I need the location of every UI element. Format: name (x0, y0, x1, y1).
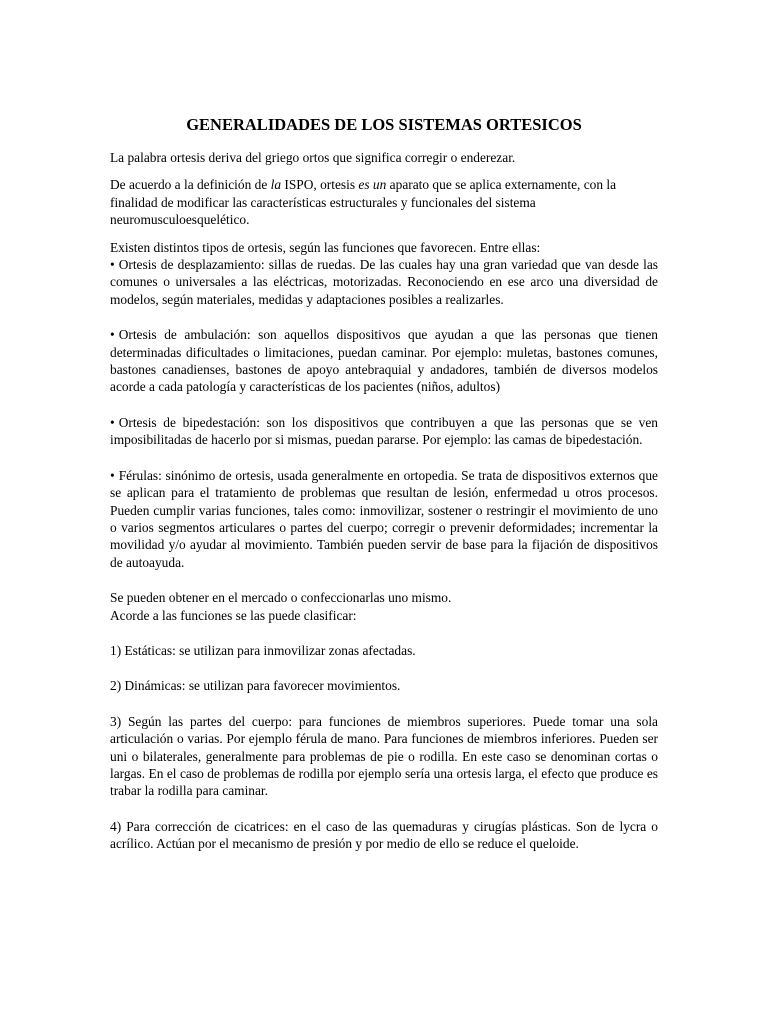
item-dinamicas: 2) Dinámicas: se utilizan para favorecer movimientos. (110, 678, 401, 694)
bullet-ambulacion: Ortesis de ambulación: son aquellos dispositivos que ayudan a que las personas que tienen determinadas dificultades o limitaciones, puedan caminar. Por ejemplo: muletas, bastones comunes, bastones canadienses, bastones de apoyo antebraquial y andadores, también de diversos modelos acorde a cada patología y características de los pacientes (niños, adultos) (110, 327, 658, 395)
document-body (110, 115, 658, 871)
item-partes-cuerpo: 3) Según las partes del cuerpo: para funciones de miembros superiores. Puede tomar una sola articulación o varias. Por ejemplo férula de mano. Para funciones de miembros inferiores. Pueden ser uni o bilaterales, generalmente para problemas de pie o rodilla. En este caso se denominan cortas o largas. En el caso de problemas de rodilla por ejemplo sería una ortesis larga, el efecto que produce es trabar la rodilla para caminar. (110, 713, 658, 799)
bullet-marker: • (110, 414, 115, 430)
item-cicatrices: 4) Para corrección de cicatrices: en el caso de las quemaduras y cirugías plásticas. Son de lycra o acrílico. Actúan por el mecanismo de presión y por medio de ello se reduce el queloide. (110, 818, 658, 852)
definition-text-c: ISPO, ortesis (281, 177, 359, 193)
bullet-bipedestacion: Ortesis de bipedestación: son los dispositivos que contribuyen a que las personas que se ven imposibilitadas de hacerlo por si mismas, puedan pararse. Por ejemplo: las camas de bipedestación. (110, 414, 658, 448)
bullet-desplazamiento: Ortesis de desplazamiento: sillas de ruedas. De las cuales hay una gran variedad que van desde las comunes o universales a las eléctricas, motorizadas. Reconociendo en ese arco una diversidad de modelos, según materiales, medidas y adaptaciones posibles a realizarles. (110, 257, 658, 307)
definition-text-d: es un (358, 177, 387, 193)
paragraph-mercado (110, 589, 658, 624)
paragraph-intro: La palabra ortesis deriva del griego ortos que significa corregir o enderezar. (110, 150, 516, 165)
tipos-lead: Existen distintos tipos de ortesis, según las funciones que favorecen. Entre ellas: (110, 239, 541, 255)
bullet-ferulas: Férulas: sinónimo de ortesis, usada generalmente en ortopedia. Se trata de dispositivos externos que se aplican para el tratamiento de problemas que resultan de lesión, enfermedad u otros procesos. Pueden cumplir varias funciones, tales como: inmovilizar, sostener o restringir el movimiento de uno o varios segmentos articulares o partes del cuerpo; corregir o prevenir deformidades; incrementar la movilidad y/o ayudar al movimiento. También pueden servir de base para la fijación de dispositivos de autoayuda. (110, 467, 658, 570)
bullet-marker: • (110, 257, 115, 273)
paragraph-bipedestacion (110, 414, 658, 449)
definition-text-e: aparato que se aplica externamente, con la finalidad de modificar las características estructurales y funcionales del sistema neuromusculoesquelético. (110, 177, 617, 228)
paragraph-tipos (110, 239, 658, 309)
clasificar-text: Acorde a las funciones se las puede clasificar: (110, 607, 357, 623)
bullet-marker: • (110, 467, 115, 483)
mercado-text: Se pueden obtener en el mercado o confeccionarlas uno mismo. (110, 590, 452, 606)
bullet-marker: • (110, 327, 115, 343)
definition-text-b: la (270, 177, 282, 193)
paragraph-definition (110, 176, 658, 228)
definition-text-a: De acuerdo a la definición de (110, 177, 271, 193)
paragraph-ambulacion (110, 326, 658, 396)
item-estaticas: 1) Estáticas: se utilizan para inmovilizar zonas afectadas. (110, 642, 416, 658)
document-title: GENERALIDADES DE LOS SISTEMAS ORTESICOS (186, 115, 582, 134)
paragraph-ferulas (110, 467, 658, 571)
